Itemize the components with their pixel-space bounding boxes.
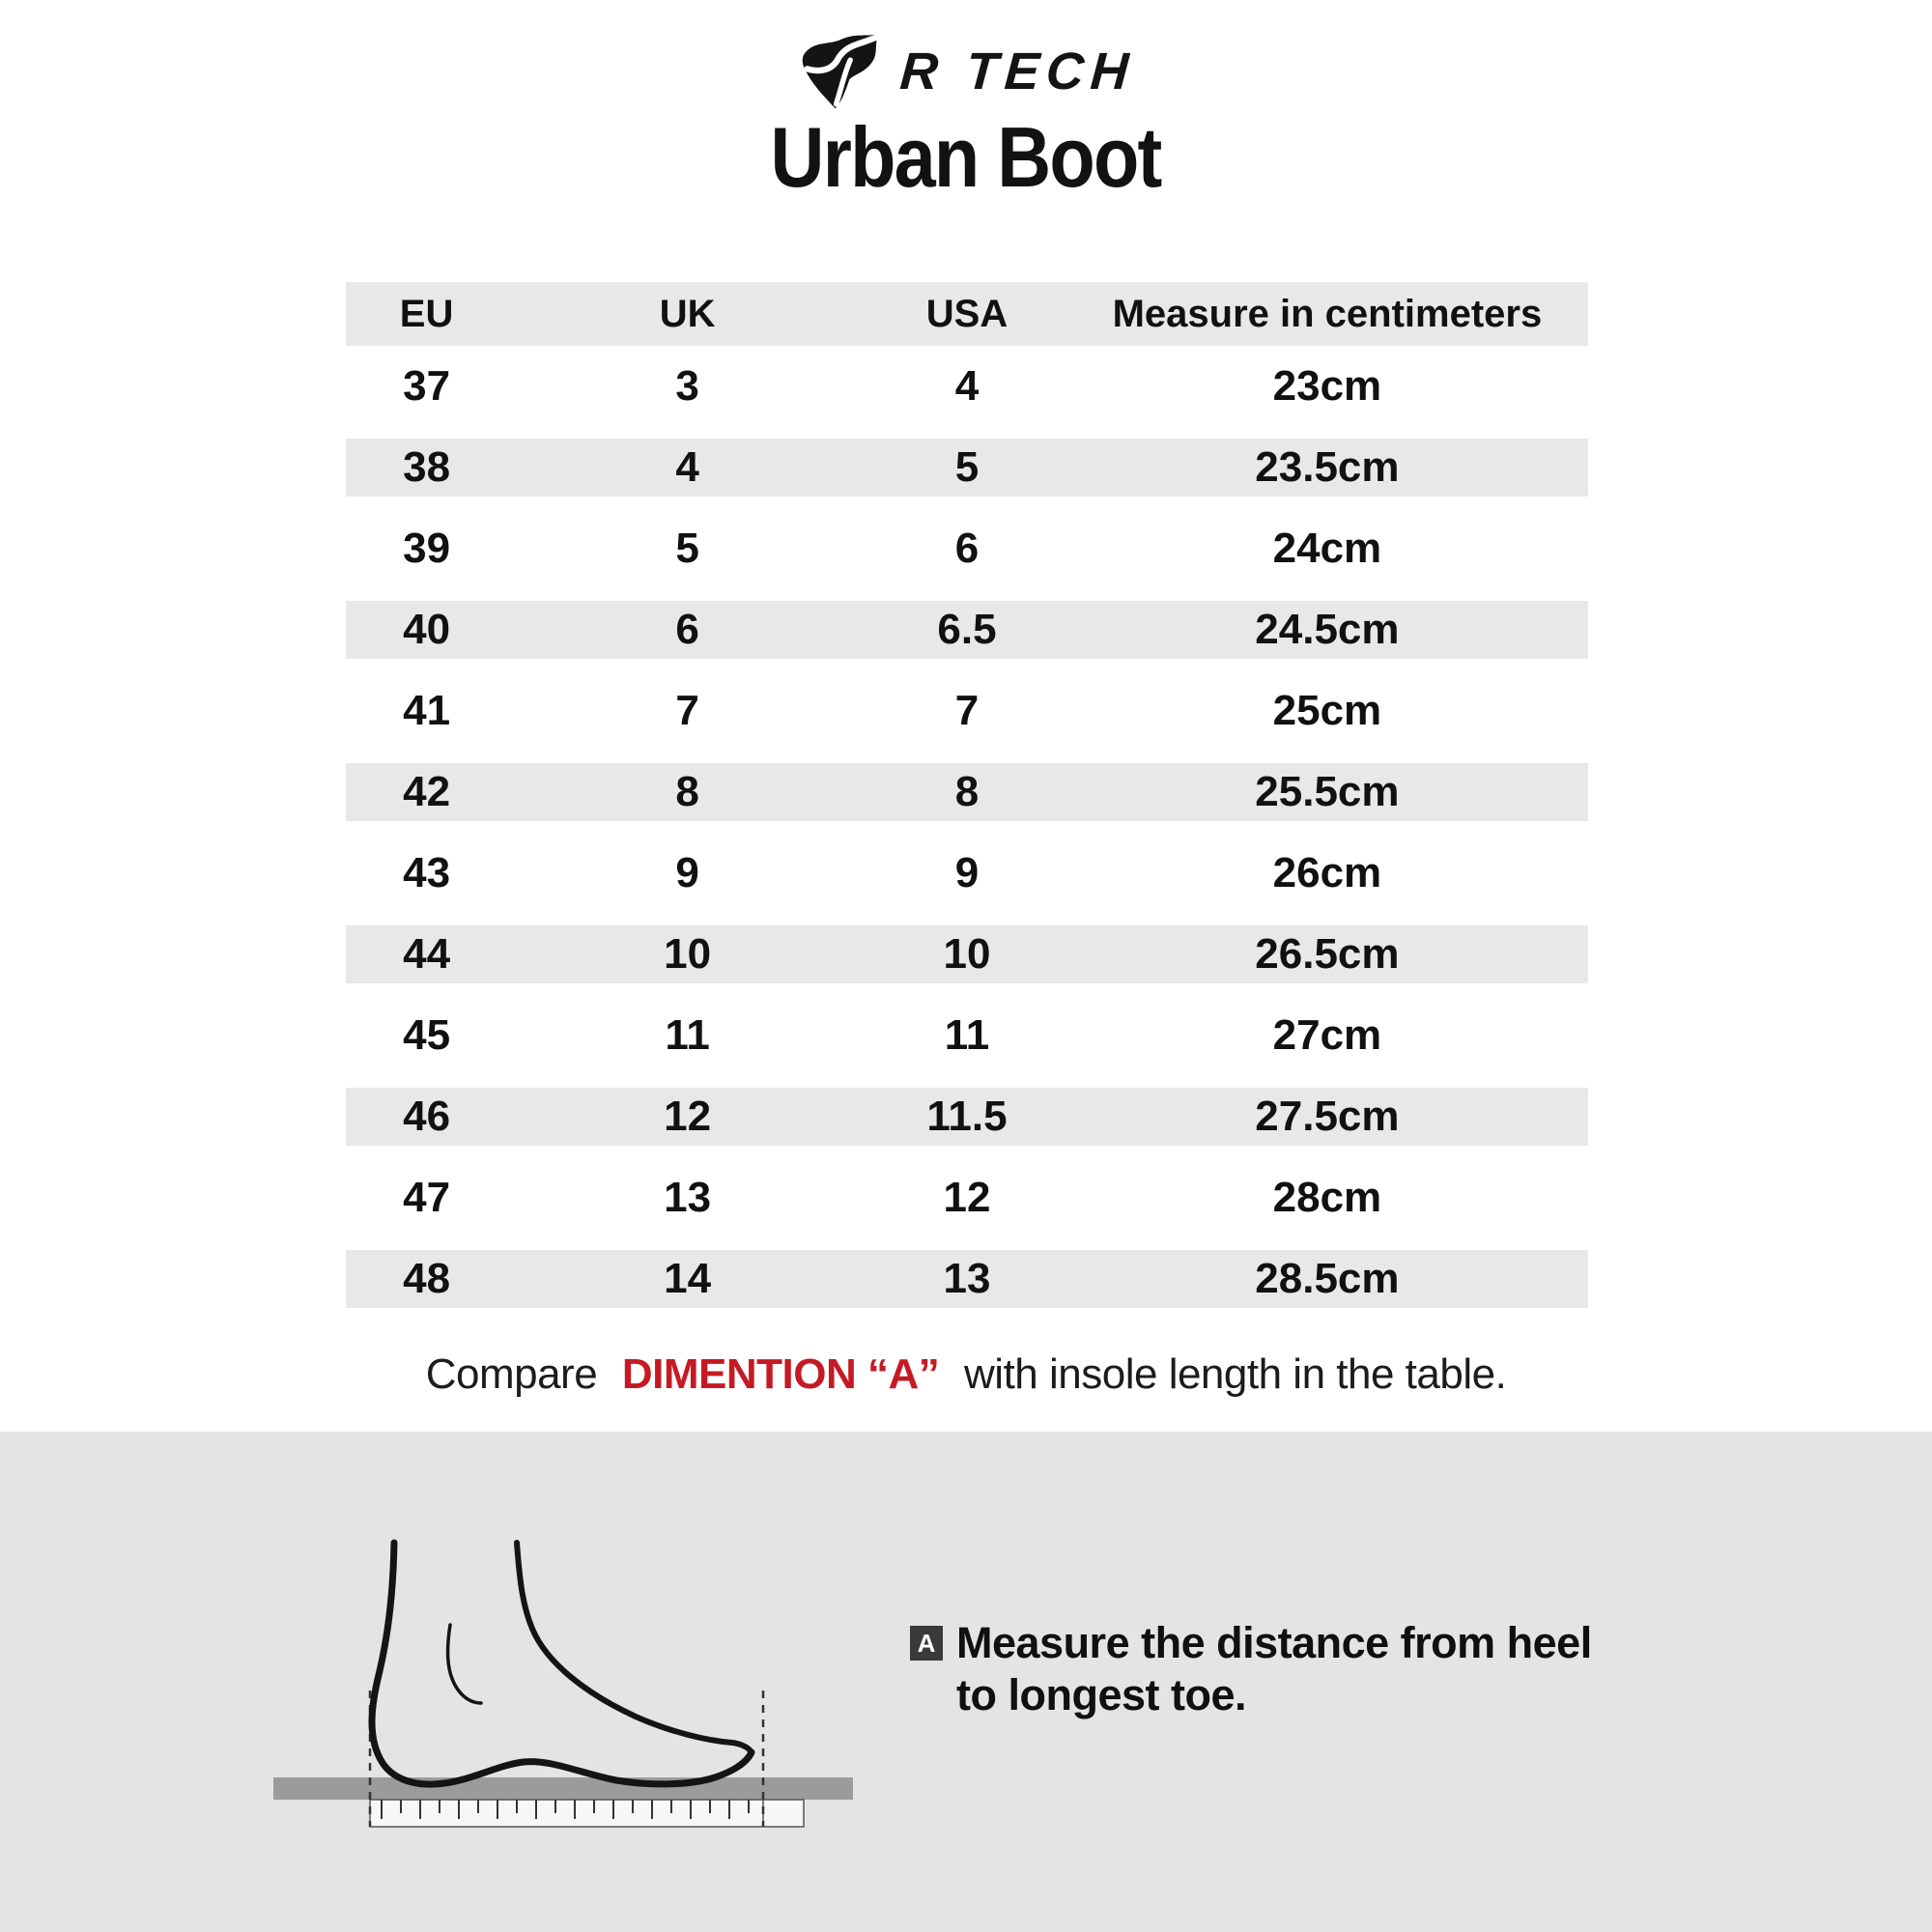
table-header-row <box>346 282 1588 346</box>
header-cm: Measure in centimeters <box>1112 292 1543 335</box>
cell-eu: 46 <box>403 1093 451 1140</box>
dimension-a-badge: A <box>910 1626 943 1661</box>
measure-instruction-line1: Measure the distance from heel <box>956 1618 1592 1667</box>
cell-uk: 4 <box>675 443 699 491</box>
cell-eu: 39 <box>403 525 451 572</box>
cell-uk: 5 <box>675 525 699 572</box>
foot-outline <box>372 1543 752 1784</box>
cell-usa: 12 <box>943 1174 991 1221</box>
table-row <box>346 508 1588 589</box>
measure-instruction-text <box>956 1617 1592 1721</box>
cell-eu: 44 <box>403 930 451 978</box>
cell-uk: 12 <box>664 1093 712 1140</box>
cell-usa: 13 <box>943 1255 991 1302</box>
compare-note-prefix: Compare <box>425 1350 598 1398</box>
brand-header <box>0 29 1932 114</box>
cell-cm: 24cm <box>1272 525 1382 572</box>
cell-uk: 8 <box>675 768 699 815</box>
measure-section <box>0 1432 1932 1932</box>
table-row <box>346 995 1588 1076</box>
cell-usa: 11.5 <box>926 1093 1008 1140</box>
cell-uk: 14 <box>664 1255 712 1302</box>
cell-uk: 10 <box>664 930 712 978</box>
cell-cm: 25.5cm <box>1255 768 1400 815</box>
compare-note-suffix: with insole length in the table. <box>964 1350 1507 1398</box>
page-title: Urban Boot <box>771 109 1161 205</box>
cell-cm: 25cm <box>1272 687 1382 734</box>
cell-eu: 45 <box>403 1011 451 1059</box>
cell-usa: 6.5 <box>937 606 997 653</box>
header-eu: EU <box>399 292 454 335</box>
table-row <box>346 914 1588 995</box>
cell-uk: 6 <box>675 606 699 653</box>
cell-cm: 23cm <box>1272 362 1382 410</box>
cell-usa: 7 <box>954 687 980 734</box>
measure-instruction <box>910 1617 1592 1721</box>
cell-eu: 42 <box>403 768 451 815</box>
cell-eu: 37 <box>403 362 451 410</box>
cell-uk: 7 <box>675 687 699 734</box>
shuriken-logo-icon <box>798 32 887 111</box>
cell-cm: 28.5cm <box>1255 1255 1400 1302</box>
cell-usa: 4 <box>954 362 980 410</box>
ruler-icon <box>370 1800 804 1827</box>
table-body <box>346 346 1588 1320</box>
cell-usa: 9 <box>954 849 980 896</box>
compare-note-highlight: DIMENTION “A” <box>621 1350 940 1398</box>
cell-usa: 6 <box>954 525 980 572</box>
table-row <box>346 1157 1588 1238</box>
cell-eu: 38 <box>403 443 451 491</box>
cell-eu: 43 <box>403 849 451 896</box>
cell-usa: 10 <box>943 930 991 978</box>
header-usa: USA <box>925 292 1009 335</box>
table-row <box>346 427 1588 508</box>
cell-eu: 47 <box>403 1174 451 1221</box>
header-uk: UK <box>659 292 716 335</box>
cell-cm: 26.5cm <box>1255 930 1400 978</box>
table-row <box>346 670 1588 752</box>
cell-cm: 26cm <box>1272 849 1382 896</box>
cell-eu: 40 <box>403 606 451 653</box>
cell-uk: 13 <box>664 1174 712 1221</box>
foot-measure-diagram-icon <box>261 1528 860 1852</box>
cell-uk: 11 <box>665 1011 710 1059</box>
cell-cm: 28cm <box>1272 1174 1382 1221</box>
cell-uk: 9 <box>675 849 699 896</box>
cell-usa: 11 <box>944 1011 990 1059</box>
cell-usa: 8 <box>954 768 980 815</box>
table-row <box>346 1076 1588 1157</box>
cell-cm: 23.5cm <box>1255 443 1400 491</box>
cell-uk: 3 <box>675 362 699 410</box>
table-row <box>346 346 1588 427</box>
table-row <box>346 833 1588 914</box>
table-row <box>346 1238 1588 1320</box>
floor-bar <box>273 1777 853 1800</box>
cell-cm: 27cm <box>1272 1011 1382 1059</box>
cell-eu: 48 <box>403 1255 451 1302</box>
compare-note <box>0 1350 1932 1399</box>
cell-usa: 5 <box>954 443 980 491</box>
cell-eu: 41 <box>403 687 451 734</box>
table-row <box>346 752 1588 833</box>
size-table <box>346 282 1588 1320</box>
table-row <box>346 589 1588 670</box>
brand-text: R TECH <box>897 43 1137 100</box>
cell-cm: 27.5cm <box>1255 1093 1400 1140</box>
cell-cm: 24.5cm <box>1255 606 1400 653</box>
measure-instruction-line2: to longest toe. <box>956 1670 1246 1719</box>
